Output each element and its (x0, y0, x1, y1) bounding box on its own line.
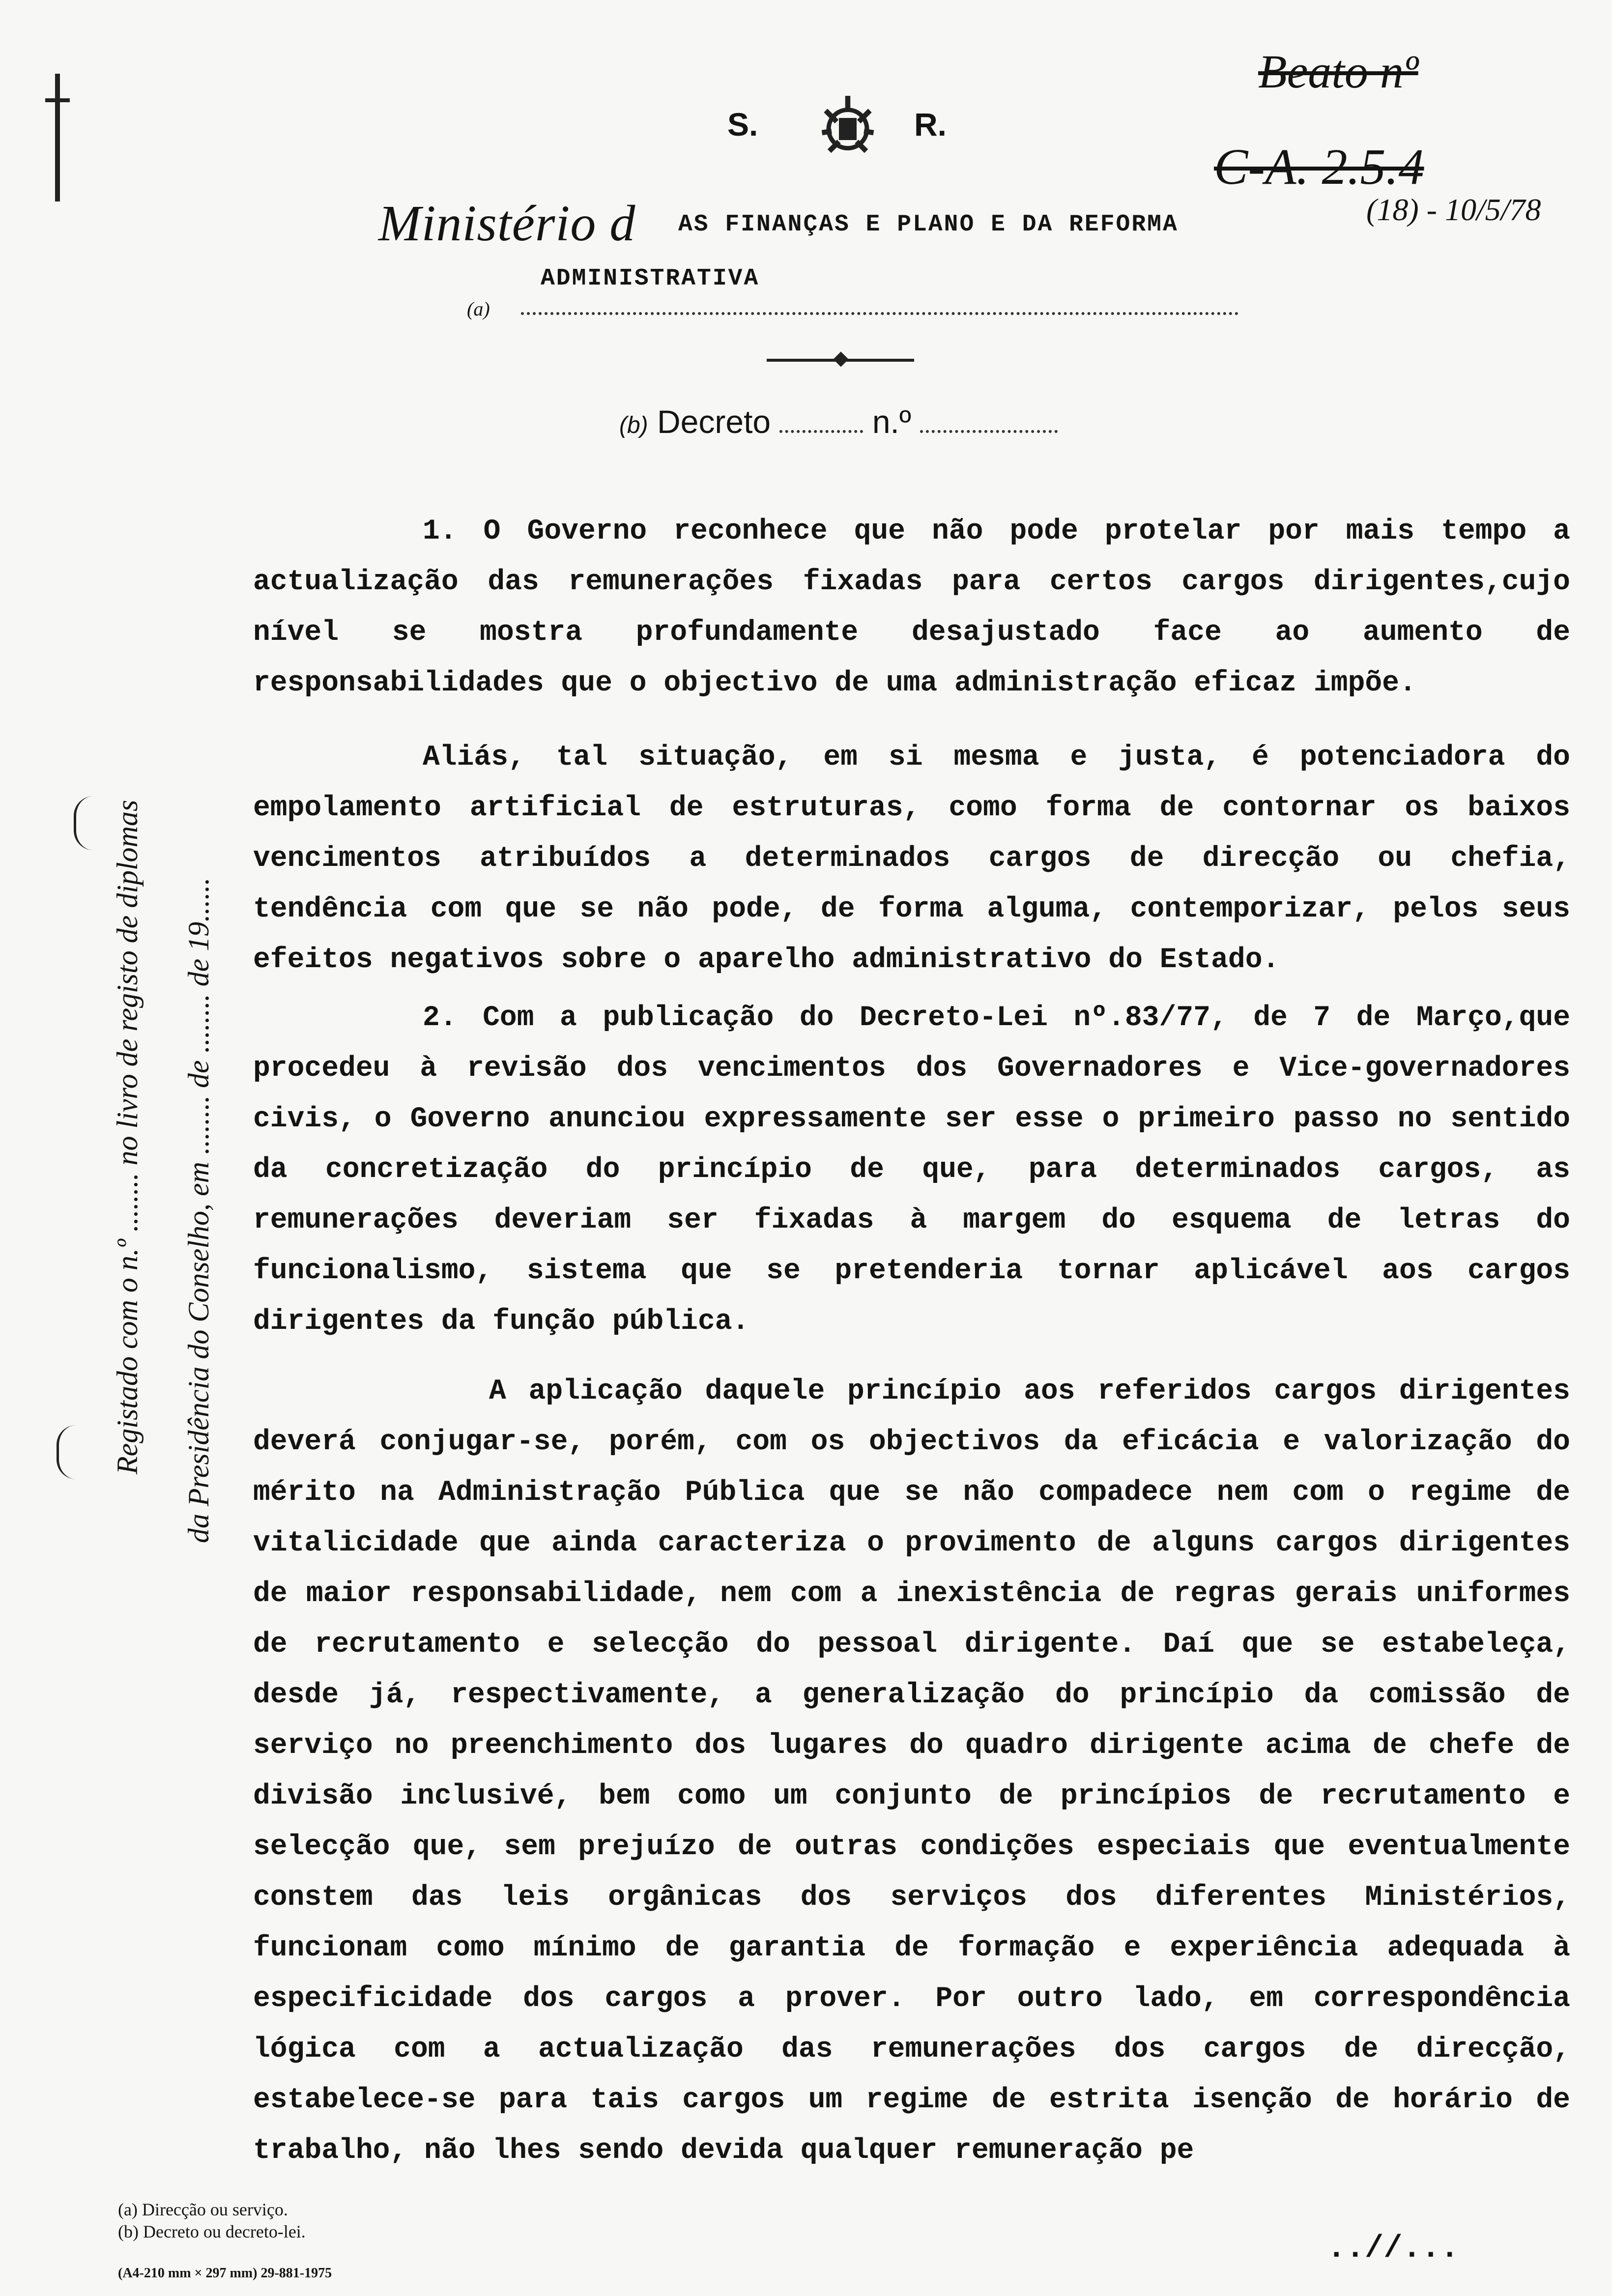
divider-diamond (833, 351, 848, 367)
ministry-title: Ministério d (378, 195, 636, 252)
continuation-mark: ..//... (1327, 2231, 1459, 2267)
decree-label: Decreto (657, 403, 771, 440)
footnote-b: (b) Decreto ou decreto-lei. (118, 2222, 306, 2241)
coat-of-arms-icon (811, 88, 885, 162)
handwritten-annotation-top: Beato nº (1258, 45, 1418, 98)
footnote-a-marker: (a) (467, 298, 490, 320)
footnote-b-marker: (b) (619, 412, 648, 438)
form-code: (A4-210 mm × 297 mm) 29-881-1975 (118, 2266, 332, 2281)
scan-mark (45, 98, 70, 102)
ministry-name-line2: ADMINISTRATIVA (541, 265, 760, 292)
scan-mark (55, 74, 60, 201)
decree-number-label: n.º (872, 403, 911, 440)
direction-dotted-line (521, 312, 1238, 315)
handwritten-annotation-reference: C-A. 2.5.4 (1214, 139, 1424, 195)
margin-bracket (57, 1425, 79, 1479)
sr-right: R. (914, 106, 947, 143)
margin-presidency-note: da Presidência do Conselho, em ........ de ........ de 19...... (182, 877, 215, 1543)
paragraph-1: 1. O Governo reconhece que não pode protelar por mais tempo a actualização das remunerações fixadas para certos cargos dirigentes,cujo nível se mostra profundamente desajustado face ao aumento de responsabilidades que o objectivo de uma administração eficaz impõe. (253, 516, 1570, 699)
handwritten-date: (18) - 10/5/78 (1366, 192, 1541, 227)
paragraph-2: Aliás, tal situação, em si mesma e justa, é potenciadora do empolamento artificial de estruturas, como forma de contornar os baixos vencimentos atribuídos a determinados cargos de direcção ou chefia, tendência com que se não pode, de forma alguma, contemporizar, pelos seus efeitos negativos sobre o aparelho administrativo do Estado. (253, 742, 1570, 976)
paragraph-3: 2. Com a publicação do Decreto-Lei nº.83/77, de 7 de Março,que procedeu à revisão dos vencimentos dos Governadores e Vice-governadores civis, o Governo anunciou expressamente ser esse o primeiro passo no sentido da concretização do princípio de que, para determinados cargos, as remunerações deveriam ser fixadas à margem do esquema de letras do funcionalismo, sistema que se pretenderia tornar aplicável aos cargos dirigentes da função pública. (253, 1002, 1570, 1338)
sr-left: S. (727, 106, 758, 143)
margin-bracket (74, 796, 96, 850)
ministry-name: AS FINANÇAS E PLANO E DA REFORMA (678, 211, 1179, 238)
margin-registration-note: Registado com o n.º ........ no livro de registo de diplomas (111, 800, 144, 1474)
decree-line (619, 403, 1058, 440)
paragraph-4: A aplicação daquele princípio aos referidos cargos dirigentes deverá conjugar-se, porém, com os objectivos da eficácia e valorização do mérito na Administração Pública que se não compadece nem com o regime de vitalicidade que ainda caracteriza o provimento de alguns cargos dirigentes de maior responsabilidade, nem com a inexistência de regras gerais uniformes de recrutamento e selecção do pessoal dirigente. Daí que se estabeleça, desde já, respectivamente, a generalização do princípio da comissão de serviço no preenchimento dos lugares do quadro dirigente acima de chefe de divisão inclusivé, bem como um conjunto de princípios de recrutamento e selecção que, sem prejuízo de outras condições especiais que eventualmente constem das leis orgânicas dos serviços dos diferentes Ministérios, funcionam como mínimo de garantia de formação e experiência adequada à especificidade dos cargos a prover. Por outro lado, em correspondência lógica com a actualização das remunerações dos cargos de direcção, estabelece-se para tais cargos um regime de estrita isenção de horário de trabalho, não lhes sendo devida qualquer remuneração pe (253, 1376, 1570, 2167)
footnote-a: (a) Direcção ou serviço. (118, 2200, 288, 2219)
